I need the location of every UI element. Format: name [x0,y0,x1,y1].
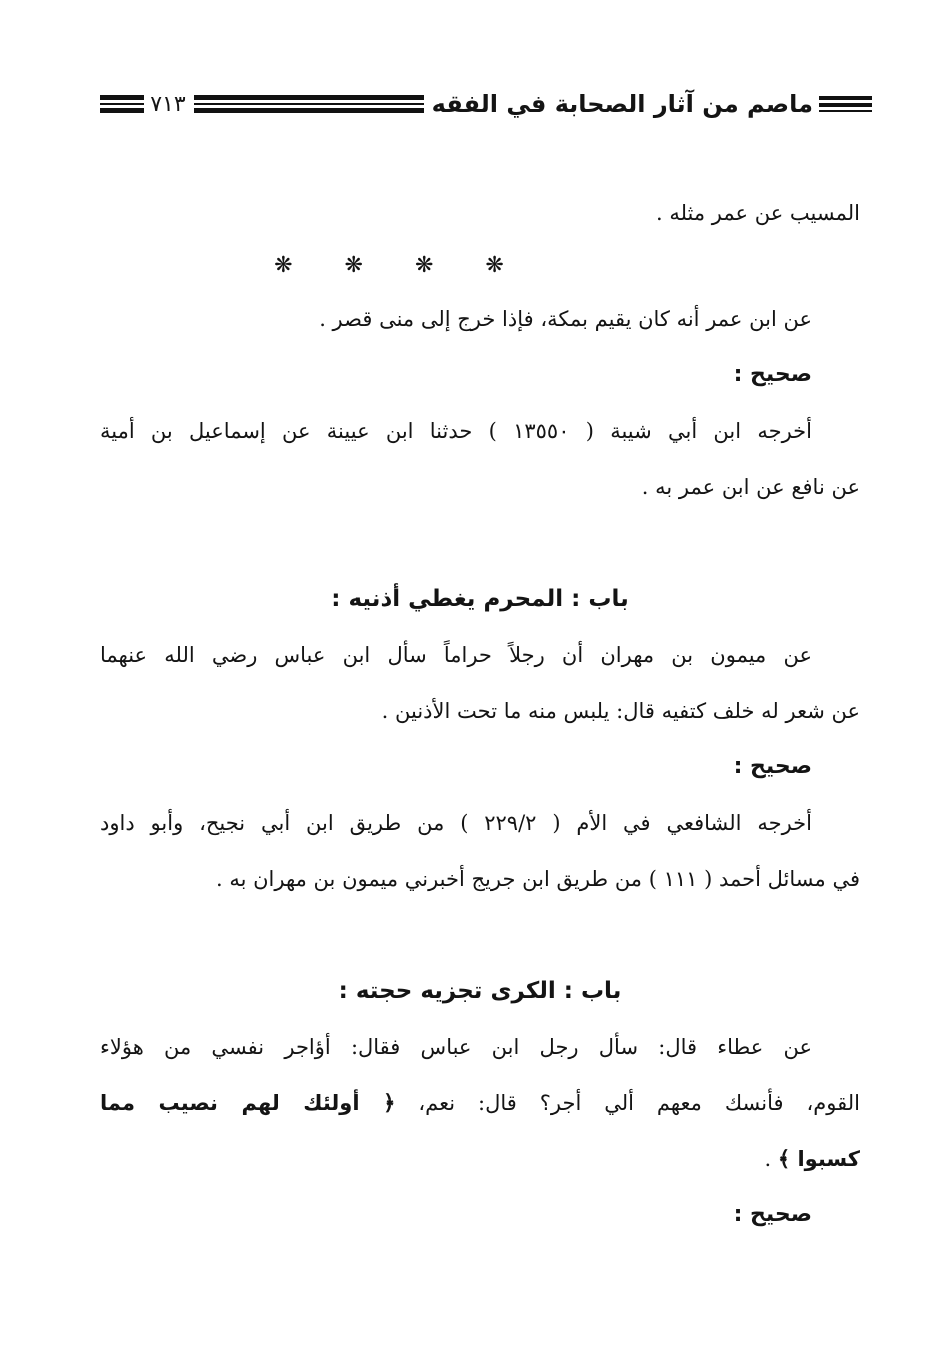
text-line [100,1075,860,1131]
header-rule-right [819,96,872,112]
text-line: أخرجه ابن أبي شيبة ( ١٣٥٥٠ ) حدثنا ابن عيينة عن إسماعيل بن أمية [100,419,812,443]
chapter-heading: باب : الكرى تجزيه حجته : [338,978,622,1004]
text-line: عن ابن عمر أنه كان يقيم بمكة، فإذا خرج إلى منى قصر . [319,307,812,331]
grade-label: صحيح : [733,362,812,387]
grade-label: صحيح : [733,1202,812,1227]
text-line: عن عطاء قال: سأل رجل ابن عباس فقال: أؤاجر نفسي من هؤلاء [100,1035,812,1059]
page-number: ٧١٣ [150,91,186,117]
text-line: المسيب عن عمر مثله . [655,201,860,225]
chapter-heading: باب : المحرم يغطي أذنيه : [331,586,629,612]
running-header [100,82,872,126]
running-title: ماصم من آثار الصحابة في الفقه [431,90,813,118]
grade-label: صحيح : [733,754,812,779]
quran-quote: كسبوا ﴾ [777,1147,860,1171]
quran-quote: ﴿ أولئك لهم نصيب مما [100,1091,396,1115]
text-line: عن ميمون بن مهران أن رجلاً حراماً سأل ابن عباس رضي الله عنهما [100,643,812,667]
text-line: عن شعر له خلف كتفيه قال: يلبس منه ما تحت الأذنين . [381,699,860,723]
text-line: أخرجه الشافعي في الأم ( ٢٢٩/٢ ) من طريق ابن أبي نجيح، وأبو داود [100,811,812,835]
text-fragment: القوم، فأنسك معهم ألي أجر؟ قال: نعم، [418,1091,860,1115]
section-separator: ❋❋❋❋ [274,253,556,278]
header-rule-left [100,95,144,113]
text-fragment: . [764,1147,778,1171]
header-rule-middle [194,95,424,113]
text-line: عن نافع عن ابن عمر به . [641,475,860,499]
text-line [100,1131,860,1187]
page-body [100,185,860,1243]
text-line: في مسائل أحمد ( ١١١ ) من طريق ابن جريج أخبرني ميمون بن مهران به . [215,867,860,891]
